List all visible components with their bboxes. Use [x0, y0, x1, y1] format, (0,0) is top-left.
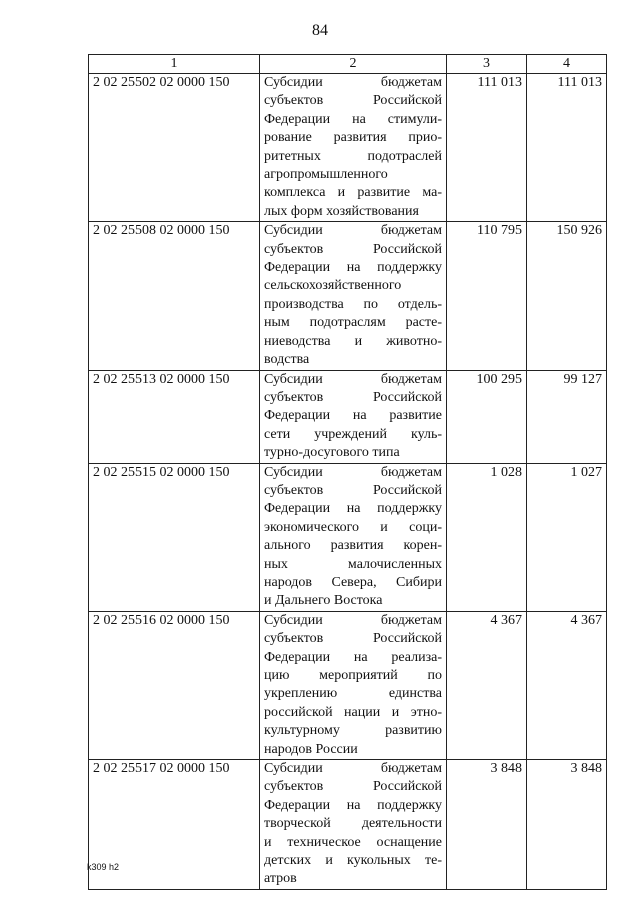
amount-col-4: 99 127 [527, 370, 607, 463]
description-line: ниеводства и животно- [264, 333, 442, 349]
description-line: Субсидии бюджетам [264, 464, 442, 480]
description-line: субъектов Российской [264, 93, 442, 109]
amount-col-4: 1 027 [527, 463, 607, 611]
description-line: ритетных подотраслей [264, 148, 442, 164]
description-line: ным подотраслям расте- [264, 315, 442, 331]
table-row [89, 463, 607, 611]
budget-table [88, 54, 607, 890]
revenue-description [260, 760, 447, 890]
description-line: ального развития корен- [264, 538, 442, 554]
description-line: Федерации на реализа- [264, 649, 442, 665]
description-line: народов Севера, Сибири [264, 574, 442, 590]
budget-classification-code: 2 02 25517 02 0000 150 [89, 760, 260, 890]
budget-classification-code: 2 02 25508 02 0000 150 [89, 222, 260, 370]
amount-col-3: 3 848 [447, 760, 527, 890]
table-row [89, 760, 607, 890]
revenue-description [260, 611, 447, 759]
description-line: сети учреждений куль- [264, 426, 442, 442]
description-line: субъектов Российской [264, 389, 442, 405]
amount-col-3: 1 028 [447, 463, 527, 611]
description-line: рование развития прио- [264, 130, 442, 146]
description-line: Субсидии бюджетам [264, 223, 442, 239]
description-line: комплекса и развитие ма- [264, 185, 442, 201]
table-row [89, 222, 607, 370]
description-line: творческой деятельности [264, 816, 442, 832]
table-row [89, 611, 607, 759]
description-line: укреплению единства [264, 686, 442, 702]
table-header-row [89, 55, 607, 74]
budget-classification-code: 2 02 25516 02 0000 150 [89, 611, 260, 759]
description-line: Федерации на поддержку [264, 797, 442, 813]
description-line: Субсидии бюджетам [264, 612, 442, 628]
description-line: водства [264, 352, 310, 368]
description-line: Субсидии бюджетам [264, 371, 442, 387]
amount-col-3: 4 367 [447, 611, 527, 759]
description-line: агропромышленного [264, 167, 388, 183]
description-line: народов России [264, 741, 358, 757]
amount-col-4: 150 926 [527, 222, 607, 370]
description-line: цию мероприятий по [264, 668, 442, 683]
description-line: лых форм хозяйствования [264, 203, 419, 219]
budget-classification-code: 2 02 25513 02 0000 150 [89, 370, 260, 463]
description-line: субъектов Российской [264, 779, 442, 795]
table-row [89, 74, 607, 222]
budget-classification-code: 2 02 25502 02 0000 150 [89, 74, 260, 222]
description-line: Федерации на поддержку [264, 260, 442, 276]
description-line: Федерации на развитие [264, 408, 442, 424]
description-line: ных малочисленных [264, 556, 442, 572]
amount-col-3: 100 295 [447, 370, 527, 463]
amount-col-3: 110 795 [447, 222, 527, 370]
header-col-4: 4 [527, 55, 607, 74]
description-line: детских и кукольных те- [264, 853, 442, 869]
budget-classification-code: 2 02 25515 02 0000 150 [89, 463, 260, 611]
header-col-2: 2 [260, 55, 447, 74]
revenue-description [260, 222, 447, 370]
description-line: и техническое оснащение [264, 834, 442, 850]
revenue-description [260, 74, 447, 222]
description-line: сельскохозяйственного [264, 278, 402, 294]
description-line: российской нации и этно- [264, 704, 442, 720]
description-line: атров [264, 871, 297, 887]
description-line: и Дальнего Востока [264, 593, 383, 609]
amount-col-4: 111 013 [527, 74, 607, 222]
description-line: субъектов Российской [264, 631, 442, 647]
amount-col-3: 111 013 [447, 74, 527, 222]
revenue-description [260, 463, 447, 611]
page-number: 84 [312, 22, 328, 39]
description-line: культурному развитию [264, 723, 442, 739]
header-col-1: 1 [89, 55, 260, 74]
description-line: экономического и соци- [264, 519, 442, 535]
amount-col-4: 3 848 [527, 760, 607, 890]
description-line: Субсидии бюджетам [264, 761, 442, 777]
table-row [89, 370, 607, 463]
description-line: субъектов Российской [264, 241, 442, 257]
description-line: Субсидии бюджетам [264, 75, 442, 90]
description-line: турно-досугового типа [264, 445, 400, 461]
amount-col-4: 4 367 [527, 611, 607, 759]
description-line: производства по отдель- [264, 296, 442, 312]
header-col-3: 3 [447, 55, 527, 74]
description-line: субъектов Российской [264, 482, 442, 498]
description-line: Федерации на стимули- [264, 111, 442, 127]
description-line: Федерации на поддержку [264, 501, 442, 517]
revenue-description [260, 370, 447, 463]
footer-document-code: k309 h2 [87, 862, 120, 872]
